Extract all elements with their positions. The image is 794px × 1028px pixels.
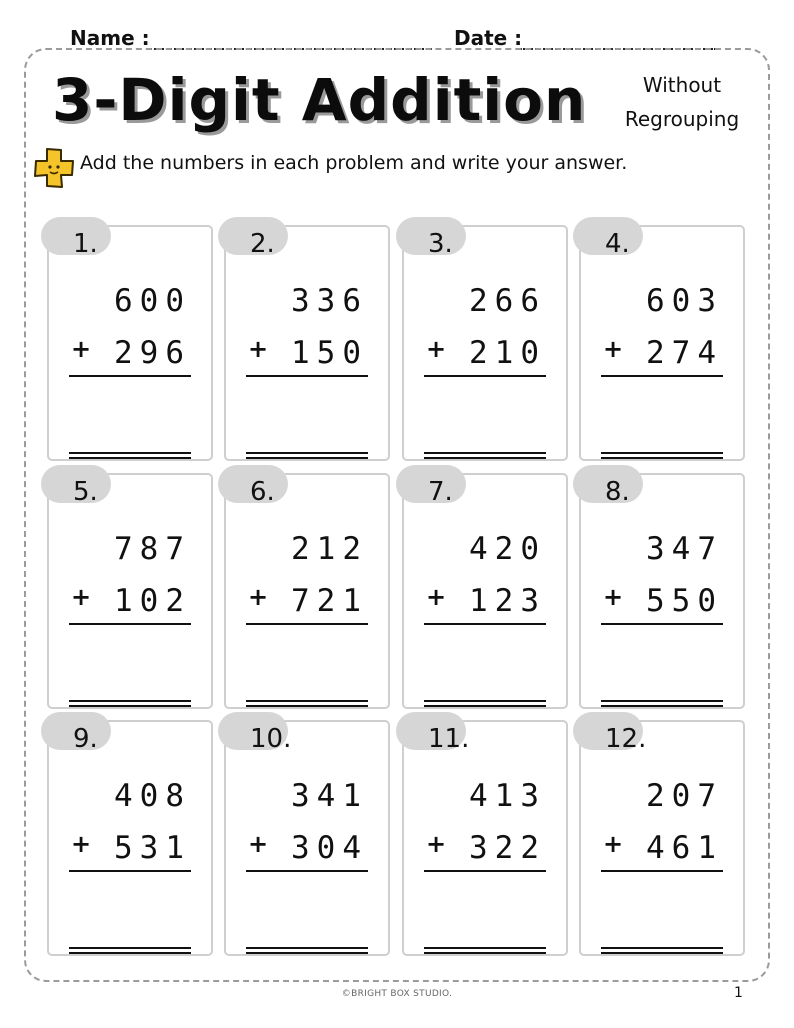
answer-line[interactable] — [424, 947, 546, 949]
sum-line — [246, 870, 368, 872]
second-addend: 721 — [291, 583, 368, 619]
first-addend: 212 — [291, 531, 368, 567]
first-addend: 341 — [291, 778, 368, 814]
answer-line-double[interactable] — [246, 705, 368, 707]
plus-icon — [31, 145, 77, 191]
first-addend: 603 — [646, 283, 723, 319]
answer-line-double[interactable] — [69, 457, 191, 459]
answer-line-double[interactable] — [601, 705, 723, 707]
problem-number: 7. — [428, 477, 453, 507]
subtitle-line-1: Without — [642, 73, 722, 97]
sum-line — [601, 870, 723, 872]
first-addend: 420 — [469, 531, 546, 567]
first-addend: 408 — [114, 778, 191, 814]
second-addend: 304 — [291, 830, 368, 866]
problem-card — [402, 225, 568, 461]
subtitle — [610, 68, 754, 136]
problem-number: 2. — [250, 229, 275, 259]
second-addend: 550 — [646, 583, 723, 619]
answer-line[interactable] — [246, 947, 368, 949]
second-addend: 461 — [646, 830, 723, 866]
answer-line-double[interactable] — [69, 952, 191, 954]
problem-card — [402, 473, 568, 709]
second-addend: 274 — [646, 335, 723, 371]
plus-sign: + — [248, 583, 269, 611]
sum-line — [69, 870, 191, 872]
problem-card — [47, 473, 213, 709]
sum-line — [601, 375, 723, 377]
plus-sign: + — [603, 830, 624, 858]
problem-card — [579, 473, 745, 709]
sum-line — [424, 375, 546, 377]
first-addend: 336 — [291, 283, 368, 319]
answer-line[interactable] — [601, 947, 723, 949]
problem-number: 8. — [605, 477, 630, 507]
second-addend: 123 — [469, 583, 546, 619]
second-addend: 531 — [114, 830, 191, 866]
answer-line-double[interactable] — [424, 457, 546, 459]
sum-line — [246, 623, 368, 625]
first-addend: 207 — [646, 778, 723, 814]
problem-number: 9. — [73, 724, 98, 754]
copyright: ©BRIGHT BOX STUDIO. — [341, 989, 453, 999]
plus-sign: + — [426, 335, 447, 363]
answer-line[interactable] — [69, 947, 191, 949]
second-addend: 210 — [469, 335, 546, 371]
plus-sign: + — [248, 830, 269, 858]
first-addend: 600 — [114, 283, 191, 319]
answer-line[interactable] — [424, 452, 546, 454]
plus-sign: + — [71, 335, 92, 363]
sum-line — [601, 623, 723, 625]
sum-line — [69, 375, 191, 377]
answer-line[interactable] — [246, 452, 368, 454]
problem-card — [402, 720, 568, 956]
answer-line[interactable] — [246, 700, 368, 702]
problem-number: 12. — [605, 724, 647, 754]
plus-sign: + — [71, 583, 92, 611]
problem-card — [579, 720, 745, 956]
plus-sign: + — [426, 583, 447, 611]
plus-sign: + — [426, 830, 447, 858]
problem-card — [224, 225, 390, 461]
second-addend: 322 — [469, 830, 546, 866]
problem-card — [47, 720, 213, 956]
first-addend: 413 — [469, 778, 546, 814]
date-field[interactable] — [454, 26, 522, 50]
answer-line-double[interactable] — [246, 457, 368, 459]
plus-sign: + — [71, 830, 92, 858]
plus-sign: + — [248, 335, 269, 363]
date-label: Date : — [454, 26, 523, 50]
answer-line[interactable] — [424, 700, 546, 702]
answer-line[interactable] — [69, 452, 191, 454]
sum-line — [69, 623, 191, 625]
problem-number: 10. — [250, 724, 292, 754]
answer-line[interactable] — [601, 700, 723, 702]
answer-line-double[interactable] — [601, 952, 723, 954]
problem-number: 3. — [428, 229, 453, 259]
answer-line-double[interactable] — [246, 952, 368, 954]
problem-card — [47, 225, 213, 461]
second-addend: 150 — [291, 335, 368, 371]
answer-line-double[interactable] — [424, 705, 546, 707]
subtitle-line-2: Regrouping — [624, 107, 740, 131]
answer-line-double[interactable] — [424, 952, 546, 954]
problem-number: 11. — [428, 724, 470, 754]
first-addend: 266 — [469, 283, 546, 319]
name-label: Name : — [70, 26, 150, 50]
answer-line[interactable] — [69, 700, 191, 702]
problem-number: 5. — [73, 477, 98, 507]
second-addend: 296 — [114, 335, 191, 371]
problem-card — [579, 225, 745, 461]
problem-card — [224, 720, 390, 956]
plus-sign: + — [603, 335, 624, 363]
answer-line-double[interactable] — [69, 705, 191, 707]
first-addend: 787 — [114, 531, 191, 567]
answer-line-double[interactable] — [601, 457, 723, 459]
instructions: Add the numbers in each problem and write your answer. — [80, 152, 628, 174]
answer-line[interactable] — [601, 452, 723, 454]
first-addend: 347 — [646, 531, 723, 567]
second-addend: 102 — [114, 583, 191, 619]
sum-line — [246, 375, 368, 377]
problem-number: 4. — [605, 229, 630, 259]
problem-number: 6. — [250, 477, 275, 507]
sum-line — [424, 623, 546, 625]
page-number: 1 — [734, 985, 743, 1001]
name-field[interactable] — [70, 26, 150, 50]
problem-card — [224, 473, 390, 709]
page-title: 3-Digit Addition — [52, 66, 587, 134]
problem-number: 1. — [73, 229, 98, 259]
plus-sign: + — [603, 583, 624, 611]
sum-line — [424, 870, 546, 872]
